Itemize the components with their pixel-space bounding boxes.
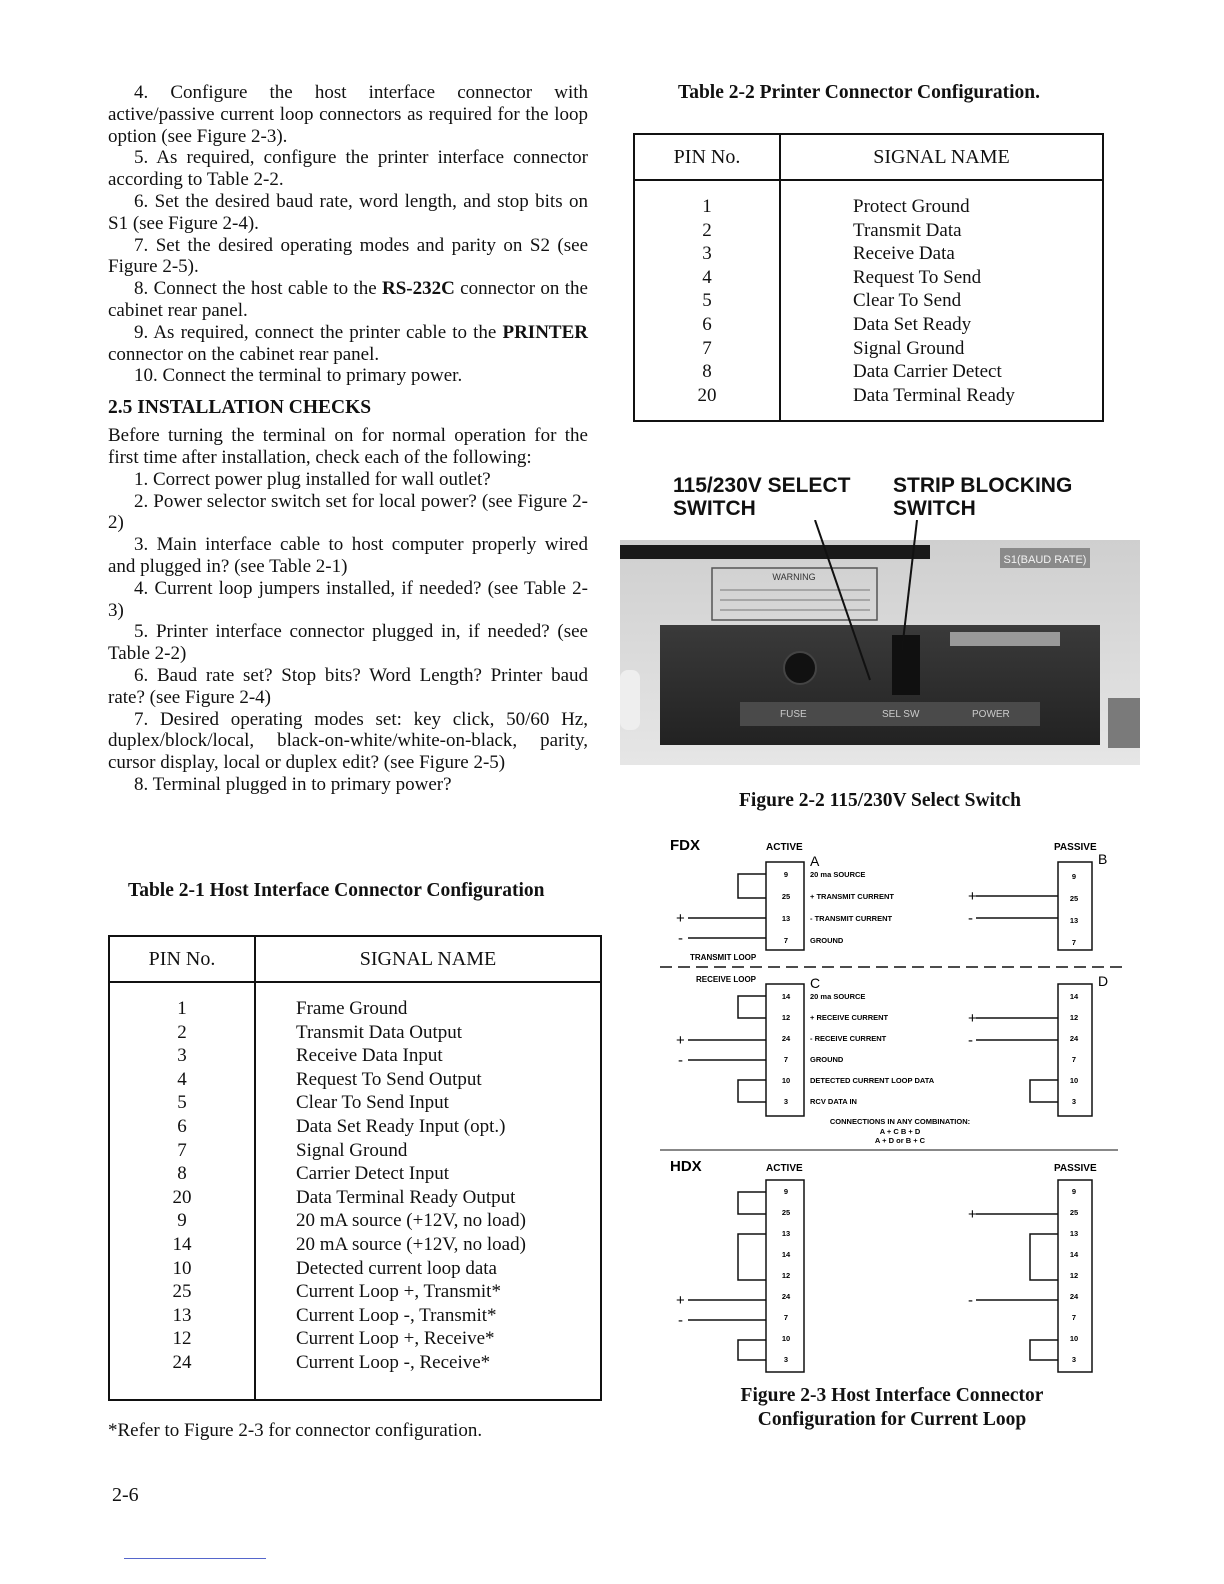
pin-number: 25 xyxy=(1069,1208,1079,1217)
hdx-passive-label: PASSIVE xyxy=(1054,1163,1097,1174)
cable-shape xyxy=(620,670,640,730)
check-item: 1. Correct power plug installed for wall outlet? xyxy=(134,468,491,490)
pin-number: 7 xyxy=(1071,1055,1077,1064)
current-loop-diagram xyxy=(660,830,1124,1380)
pin-number: 7 xyxy=(783,936,789,945)
txp-minus-sign: - xyxy=(968,910,973,927)
step-number: 6. xyxy=(134,190,149,212)
signal-name-cell: Current Loop +, Transmit* xyxy=(296,1281,501,1303)
signal-name-cell: Current Loop -, Transmit* xyxy=(296,1304,497,1326)
jumper-passive-10-3 xyxy=(1030,1080,1058,1102)
pin-number-cell: 5 xyxy=(109,1091,255,1115)
hdx-active-pins xyxy=(782,1187,791,1364)
table2-printer-connector xyxy=(633,133,1104,422)
table-row xyxy=(109,1186,601,1210)
hdx-active-label: ACTIVE xyxy=(766,1163,803,1174)
pin-number-cell: 3 xyxy=(634,242,780,266)
pin-number: 12 xyxy=(781,1013,791,1022)
procedure-step xyxy=(108,365,588,387)
hdx-passive-pins xyxy=(1070,1187,1079,1364)
signal-name-cell: Clear To Send xyxy=(853,290,962,312)
table-row xyxy=(109,1068,601,1092)
table1-title: Table 2-1 Host Interface Connector Configuration xyxy=(128,880,545,901)
pin-number: 7 xyxy=(783,1055,789,1064)
table-row xyxy=(634,313,1103,337)
rear-panel-photo xyxy=(620,520,1140,765)
procedure-step xyxy=(108,235,588,279)
step-text: As required, configure the printer interface connector according to Table 2-2. xyxy=(108,147,589,191)
figure23-caption xyxy=(700,1384,1084,1432)
figure23-caption-line1: Figure 2-3 Host Interface Connector xyxy=(740,1385,1044,1406)
table-row xyxy=(634,180,1103,219)
pin-signal-label: + TRANSMIT CURRENT xyxy=(810,892,894,901)
pin-number: 7 xyxy=(1071,938,1077,947)
check-item: 6. Baud rate set? Stop bits? Word Length? Printer baud rate? (see Figure 2-4) xyxy=(108,664,588,708)
pin-number-cell: 2 xyxy=(109,1021,255,1045)
pin-number: 13 xyxy=(781,1229,791,1238)
fdx-transmit-passive-pins xyxy=(1070,872,1078,947)
footnote: *Refer to Figure 2-3 for connector configuration. xyxy=(108,1420,483,1441)
link-underline xyxy=(124,1558,266,1559)
check-item: 8. Terminal plugged in to primary power? xyxy=(134,773,452,795)
filler-cell xyxy=(255,1375,601,1401)
table-row xyxy=(109,1209,601,1233)
pin-number-cell: 24 xyxy=(109,1351,255,1375)
table-row xyxy=(109,1351,601,1375)
signal-name-cell: Receive Data Input xyxy=(296,1045,443,1067)
hdx-plus-sign: + xyxy=(676,1292,685,1309)
signal-name-cell: Signal Ground xyxy=(296,1139,408,1161)
pin-number: 24 xyxy=(781,1034,791,1043)
table-row xyxy=(109,982,601,1021)
signal-name-cell: Receive Data xyxy=(853,243,955,265)
table-row xyxy=(109,1139,601,1163)
table-row xyxy=(634,360,1103,384)
pin-number-cell: 4 xyxy=(109,1068,255,1092)
hdxp-minus-sign: - xyxy=(968,1292,973,1309)
step-text: Connect the terminal to primary power. xyxy=(162,365,463,387)
check-item: 3. Main interface cable to host computer properly wired and plugged in? (see Table 2-1) xyxy=(108,534,588,577)
right-edge-shadow xyxy=(1108,698,1140,748)
warning-text: WARNING xyxy=(772,572,816,582)
signal-name-cell: Detected current loop data xyxy=(296,1257,497,1279)
s1-badge-text: S1(BAUD RATE) xyxy=(1003,554,1087,566)
letter-c: C xyxy=(810,975,821,991)
pin-signal-label: - TRANSMIT CURRENT xyxy=(810,914,893,923)
table-row xyxy=(109,1115,601,1139)
pin-number-cell: 8 xyxy=(634,360,780,384)
table-row xyxy=(109,1257,601,1281)
table-row xyxy=(634,266,1103,290)
letter-d: D xyxy=(1098,973,1109,989)
table-row xyxy=(109,1162,601,1186)
step-number: 7. xyxy=(134,234,149,256)
table-row xyxy=(634,337,1103,361)
step-text: Set the desired baud rate, word length, and stop bits on S1 (see Figure 2-4). xyxy=(108,190,589,234)
hdx-jumper-13-12 xyxy=(738,1234,766,1280)
pin-number: 7 xyxy=(1071,1313,1077,1322)
tx-plus-sign: + xyxy=(676,910,685,927)
pin-number: 25 xyxy=(781,1208,791,1217)
pin-number: 10 xyxy=(1069,1076,1079,1085)
step-number: 4. xyxy=(134,82,149,103)
step-text: Connect the host cable to the xyxy=(153,278,382,300)
letter-b: B xyxy=(1098,851,1108,867)
fdx-transmit-pins xyxy=(782,870,895,945)
installation-checks xyxy=(108,469,588,796)
filler-cell xyxy=(780,407,1103,421)
signal-name-cell: Frame Ground xyxy=(296,998,408,1019)
pin-number-cell: 20 xyxy=(634,384,780,408)
step-text: Configure the host interface connector with active/passive current loop connectors as required for the loop option (see Figure 2-3). xyxy=(108,82,589,147)
procedure-step xyxy=(108,278,588,322)
pin-number: 3 xyxy=(1071,1097,1077,1106)
fdx-active-label: ACTIVE xyxy=(766,842,803,853)
pin-number: 9 xyxy=(783,870,789,879)
signal-name-cell: Request To Send xyxy=(853,266,982,288)
page-number: 2-6 xyxy=(112,1484,139,1506)
table-row xyxy=(109,1304,601,1328)
pin-number: 12 xyxy=(1069,1013,1079,1022)
transmit-loop-label: TRANSMIT LOOP xyxy=(690,953,757,962)
hdxp-plus-sign: + xyxy=(968,1206,977,1223)
pin-signal-label: 20 ma SOURCE xyxy=(810,870,866,879)
combo-title: CONNECTIONS IN ANY COMBINATION: xyxy=(829,1117,971,1126)
pin-number-cell: 6 xyxy=(634,313,780,337)
label-strip-blocking-switch: STRIP BLOCKING SWITCH xyxy=(893,474,1073,520)
pin-number: 25 xyxy=(1069,894,1079,903)
pin-number-cell: 6 xyxy=(109,1115,255,1139)
pin-number: 13 xyxy=(1069,916,1079,925)
signal-name-cell: Current Loop -, Receive* xyxy=(296,1351,491,1373)
pin-number: 3 xyxy=(783,1097,789,1106)
table1-header-pin: PIN No. xyxy=(109,936,255,982)
table-row xyxy=(109,1021,601,1045)
step-text: connector on the cabinet rear panel. xyxy=(108,278,588,321)
pin-number: 25 xyxy=(781,892,791,901)
check-item: 5. Printer interface connector plugged in, if needed? (see Table 2-2) xyxy=(108,621,588,665)
selsw-label: SEL SW xyxy=(882,709,920,720)
filler-cell xyxy=(109,1375,255,1401)
step-text: Set the desired operating modes and parity on S2 (see Figure 2-5). xyxy=(108,234,589,278)
signal-name-cell: Data Set Ready Input (opt.) xyxy=(296,1115,506,1137)
signal-name-cell: 20 mA source (+12V, no load) xyxy=(296,1210,526,1232)
pin-number-cell: 2 xyxy=(634,219,780,243)
fdx-receive-pins xyxy=(782,992,935,1106)
pin-signal-label: GROUND xyxy=(810,936,844,945)
check-item: 7. Desired operating modes set: key click, 50/60 Hz, duplex/block/local, black-on-white/white-on-black, parity, cursor display, local or duplex edit? (see Figure 2-5) xyxy=(108,708,588,774)
fuse-label: FUSE xyxy=(780,709,807,720)
signal-name-cell: Data Terminal Ready xyxy=(853,384,1015,406)
step-text: As required, connect the printer cable to the xyxy=(153,321,503,343)
pin-number-cell: 7 xyxy=(634,337,780,361)
pin-number-cell: 14 xyxy=(109,1233,255,1257)
step-connector-name: PRINTER xyxy=(502,321,588,343)
pin-number: 12 xyxy=(1069,1271,1079,1280)
step-number: 9. xyxy=(134,321,149,343)
step-connector-name: RS-232C xyxy=(381,278,455,300)
jumper-14-12 xyxy=(738,996,766,1018)
rxp-minus-sign: - xyxy=(968,1032,973,1049)
select-switch-body xyxy=(892,635,920,695)
figure23-caption-line2: Configuration for Current Loop xyxy=(757,1409,1027,1430)
step-number: 8. xyxy=(134,278,149,300)
procedure-step xyxy=(108,191,588,235)
step-text: connector on the cabinet rear panel. xyxy=(108,343,380,365)
pin-number: 7 xyxy=(783,1313,789,1322)
check-item: 4. Current loop jumpers installed, if needed? (see Table 2-3) xyxy=(108,577,588,621)
pin-number-cell: 3 xyxy=(109,1044,255,1068)
pin-number-cell: 25 xyxy=(109,1280,255,1304)
table1-host-interface xyxy=(108,935,602,1401)
pin-number-cell: 12 xyxy=(109,1327,255,1351)
table-row xyxy=(109,1233,601,1257)
jumper-9-25 xyxy=(738,874,766,898)
section-intro: Before turning the terminal on for normal operation for the first time after installation, check each of the following: xyxy=(108,425,588,468)
signal-name-cell: Clear To Send Input xyxy=(296,1092,449,1114)
fuse-holder xyxy=(784,652,816,684)
receive-loop-label: RECEIVE LOOP xyxy=(696,975,757,984)
signal-name-cell: Signal Ground xyxy=(853,337,965,359)
table-row xyxy=(109,1327,601,1351)
pin-number: 9 xyxy=(783,1187,789,1196)
pin-number: 14 xyxy=(781,1250,791,1259)
voltage-label xyxy=(950,632,1060,646)
pin-number: 13 xyxy=(781,914,791,923)
procedure-step xyxy=(108,82,588,147)
pin-signal-label: GROUND xyxy=(810,1055,844,1064)
pin-number-cell: 4 xyxy=(634,266,780,290)
combo-line: A + C B + D xyxy=(879,1127,921,1136)
pin-number: 12 xyxy=(781,1271,791,1280)
signal-name-cell: Data Set Ready xyxy=(853,313,972,335)
pin-number: 3 xyxy=(783,1355,789,1364)
pin-number: 10 xyxy=(781,1334,791,1343)
signal-name-cell: Data Terminal Ready Output xyxy=(296,1186,516,1208)
left-column xyxy=(108,82,588,796)
signal-name-cell: Protect Ground xyxy=(853,196,970,217)
procedure-step xyxy=(108,322,588,366)
procedure-steps xyxy=(108,82,588,387)
pin-number: 24 xyxy=(1069,1034,1079,1043)
hdx-minus-sign: - xyxy=(678,1312,683,1329)
rx-minus-sign: - xyxy=(678,1052,683,1069)
table-row xyxy=(634,219,1103,243)
pin-number: 24 xyxy=(781,1292,791,1301)
pin-number-cell: 1 xyxy=(109,982,255,1021)
pin-number-cell: 8 xyxy=(109,1162,255,1186)
pin-number-cell: 13 xyxy=(109,1304,255,1328)
table-row xyxy=(634,242,1103,266)
pin-number: 14 xyxy=(1069,1250,1079,1259)
table-row xyxy=(109,1044,601,1068)
pin-number-cell: 9 xyxy=(109,1209,255,1233)
fdx-receive-passive-pins xyxy=(1070,992,1079,1106)
hdx-label: HDX xyxy=(670,1158,702,1175)
hdx-jumper-10-3 xyxy=(738,1340,766,1360)
table-filler-row xyxy=(109,1375,601,1401)
signal-name-cell: Transmit Data Output xyxy=(296,1021,463,1043)
signal-name-cell: Request To Send Output xyxy=(296,1068,482,1090)
table-row xyxy=(634,384,1103,408)
top-strip xyxy=(620,545,930,559)
filler-cell xyxy=(634,407,780,421)
pin-number-cell: 7 xyxy=(109,1139,255,1163)
procedure-step xyxy=(108,147,588,191)
signal-name-cell: Current Loop +, Receive* xyxy=(296,1328,495,1350)
figure22-caption: Figure 2-2 115/230V Select Switch xyxy=(738,790,1021,811)
pin-number-cell: 5 xyxy=(634,289,780,313)
pin-signal-label: DETECTED CURRENT LOOP DATA xyxy=(810,1076,935,1085)
step-number: 10. xyxy=(134,365,158,387)
txp-plus-sign: + xyxy=(968,888,977,905)
section-heading: 2.5 INSTALLATION CHECKS xyxy=(108,397,372,419)
hdxp-jumper-13-12 xyxy=(1030,1234,1058,1280)
pin-number-cell: 20 xyxy=(109,1186,255,1210)
pin-signal-label: + RECEIVE CURRENT xyxy=(810,1013,889,1022)
pin-signal-label: 20 ma SOURCE xyxy=(810,992,866,1001)
signal-name-cell: 20 mA source (+12V, no load) xyxy=(296,1233,526,1255)
table-row xyxy=(109,1280,601,1304)
pin-number: 3 xyxy=(1071,1355,1077,1364)
rx-plus-sign: + xyxy=(676,1032,685,1049)
hdxp-jumper-10-3 xyxy=(1030,1340,1058,1360)
combo-line2: A + D or B + C xyxy=(874,1136,926,1145)
rxp-plus-sign: + xyxy=(968,1010,977,1027)
pin-number: 9 xyxy=(1071,872,1077,881)
pin-signal-label: - RECEIVE CURRENT xyxy=(810,1034,887,1043)
power-label: POWER xyxy=(972,709,1010,720)
step-number: 5. xyxy=(134,147,149,169)
table-row xyxy=(109,1091,601,1115)
pin-number: 9 xyxy=(1071,1187,1077,1196)
hdx-jumper-9-25 xyxy=(738,1192,766,1214)
pin-number: 13 xyxy=(1069,1229,1079,1238)
table2-title: Table 2-2 Printer Connector Configuration. xyxy=(678,82,1041,103)
fdx-passive-label: PASSIVE xyxy=(1054,842,1097,853)
check-item: 2. Power selector switch set for local power? (see Figure 2-2) xyxy=(108,490,588,534)
pin-number: 14 xyxy=(1069,992,1079,1001)
fdx-label: FDX xyxy=(670,837,700,854)
pin-number: 24 xyxy=(1069,1292,1079,1301)
jumper-10-3 xyxy=(738,1080,766,1102)
table1-header-signal: SIGNAL NAME xyxy=(255,936,601,982)
tx-minus-sign: - xyxy=(678,930,683,947)
table2-header-pin: PIN No. xyxy=(634,134,780,180)
table-filler-row xyxy=(634,407,1103,421)
letter-a: A xyxy=(810,853,820,869)
pin-number-cell: 1 xyxy=(634,180,780,219)
signal-name-cell: Transmit Data xyxy=(853,219,962,241)
pin-signal-label: RCV DATA IN xyxy=(810,1097,857,1106)
label-select-switch: 115/230V SELECT SWITCH xyxy=(673,474,851,520)
pin-number: 14 xyxy=(781,992,791,1001)
signal-name-cell: Carrier Detect Input xyxy=(296,1163,449,1185)
pin-number: 10 xyxy=(1069,1334,1079,1343)
pin-number-cell: 10 xyxy=(109,1257,255,1281)
signal-name-cell: Data Carrier Detect xyxy=(853,361,1002,383)
table-row xyxy=(634,289,1103,313)
pin-number: 10 xyxy=(781,1076,791,1085)
table2-header-signal: SIGNAL NAME xyxy=(780,134,1103,180)
